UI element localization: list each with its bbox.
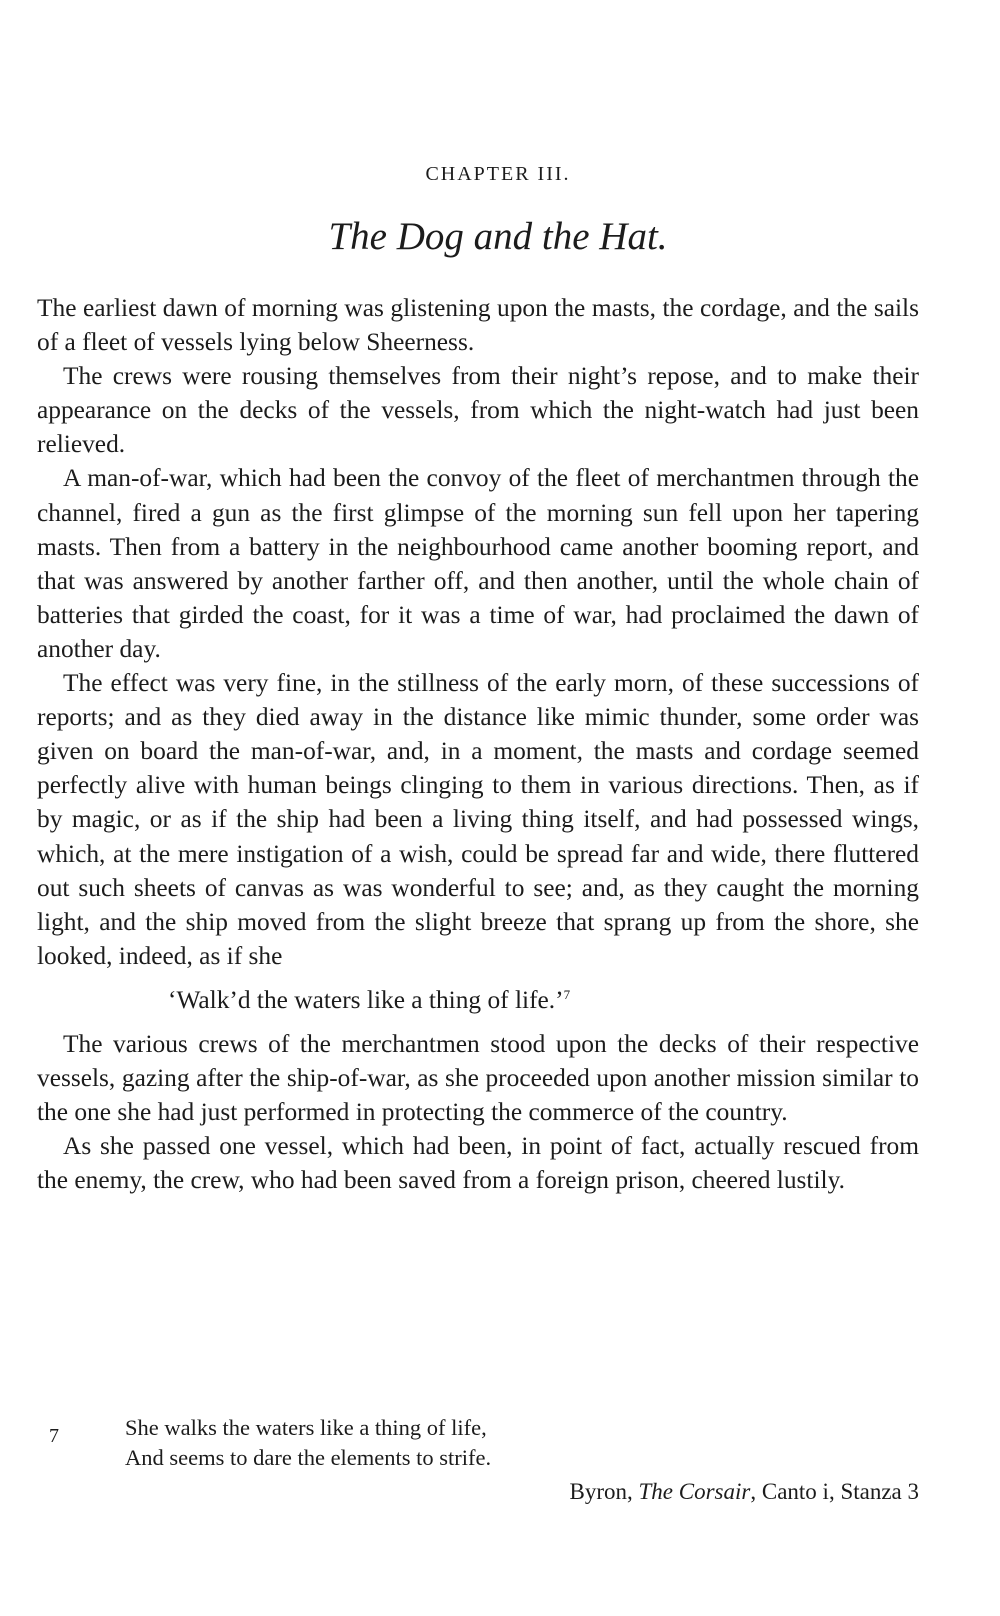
citation-work: The Corsair (638, 1479, 751, 1504)
paragraph: The effect was very fine, in the stillness of the early morn, of these successions of reports; and as they died away in the distance like mimic thunder, some order was given on board the man-of-war, and, in a moment, the masts and cordage seemed perfectly alive with human beings clinging to them in various directions. Then, as if by magic, or as if the ship had been a living thing itself, and had possessed wings, which, at the mere instigation of a wish, could be spread far and wide, there fluttered out such sheets of canvas as was wonderful to see; and, as they caught the morning light, and the ship moved from the slight breeze that sprang up from the shore, she looked, indeed, as if she (37, 669, 919, 970)
book-page (37, 0, 919, 1616)
footnote-citation (37, 1477, 919, 1507)
chapter-title: The Dog and the Hat. (328, 215, 668, 258)
footnote-line-1: She walks the waters like a thing of life, (125, 1415, 487, 1440)
quote-text: ‘Walk’d the waters like a thing of life.’ (168, 985, 564, 1014)
chapter-number: CHAPTER III. (425, 163, 571, 185)
footnote (37, 1413, 919, 1507)
footnote-number: 7 (49, 1425, 59, 1447)
citation-author: Byron, (569, 1479, 639, 1504)
footnote-line-2: And seems to dare the elements to strife. (125, 1445, 492, 1470)
block-quote (37, 983, 919, 1017)
paragraph: The various crews of the merchantmen stood upon the decks of their respective vessels, gazing after the ship-of-war, as she proceeded upon another mission similar to the one she had just performed in protecting the commerce of the country. (37, 1029, 919, 1127)
paragraph: A man-of-war, which had been the convoy of the fleet of merchantmen through the channel, fired a gun as the first glimpse of the morning sun fell upon her tapering masts. Then from a battery in the neighbourhood came another booming report, and that was answered by another farther off, and then another, until the whole chain of batteries that girded the coast, for it was a time of war, had proclaimed the dawn of another day. (37, 464, 919, 663)
citation-location: , Canto i, Stanza 3 (750, 1479, 919, 1504)
body-text (37, 291, 919, 1197)
footnote-marker[interactable]: 7 (563, 986, 571, 1002)
paragraph: The crews were rousing themselves from their night’s repose, and to make their appearance on the decks of the vessels, from which the night-watch had just been relieved. (37, 362, 919, 459)
paragraph: The earliest dawn of morning was glistening upon the masts, the cordage, and the sails of a fleet of vessels lying below Sheerness. (37, 294, 919, 357)
paragraph: As she passed one vessel, which had been, in point of fact, actually rescued from the enemy, the crew, who had been saved from a foreign prison, cheered lustily. (37, 1132, 919, 1195)
